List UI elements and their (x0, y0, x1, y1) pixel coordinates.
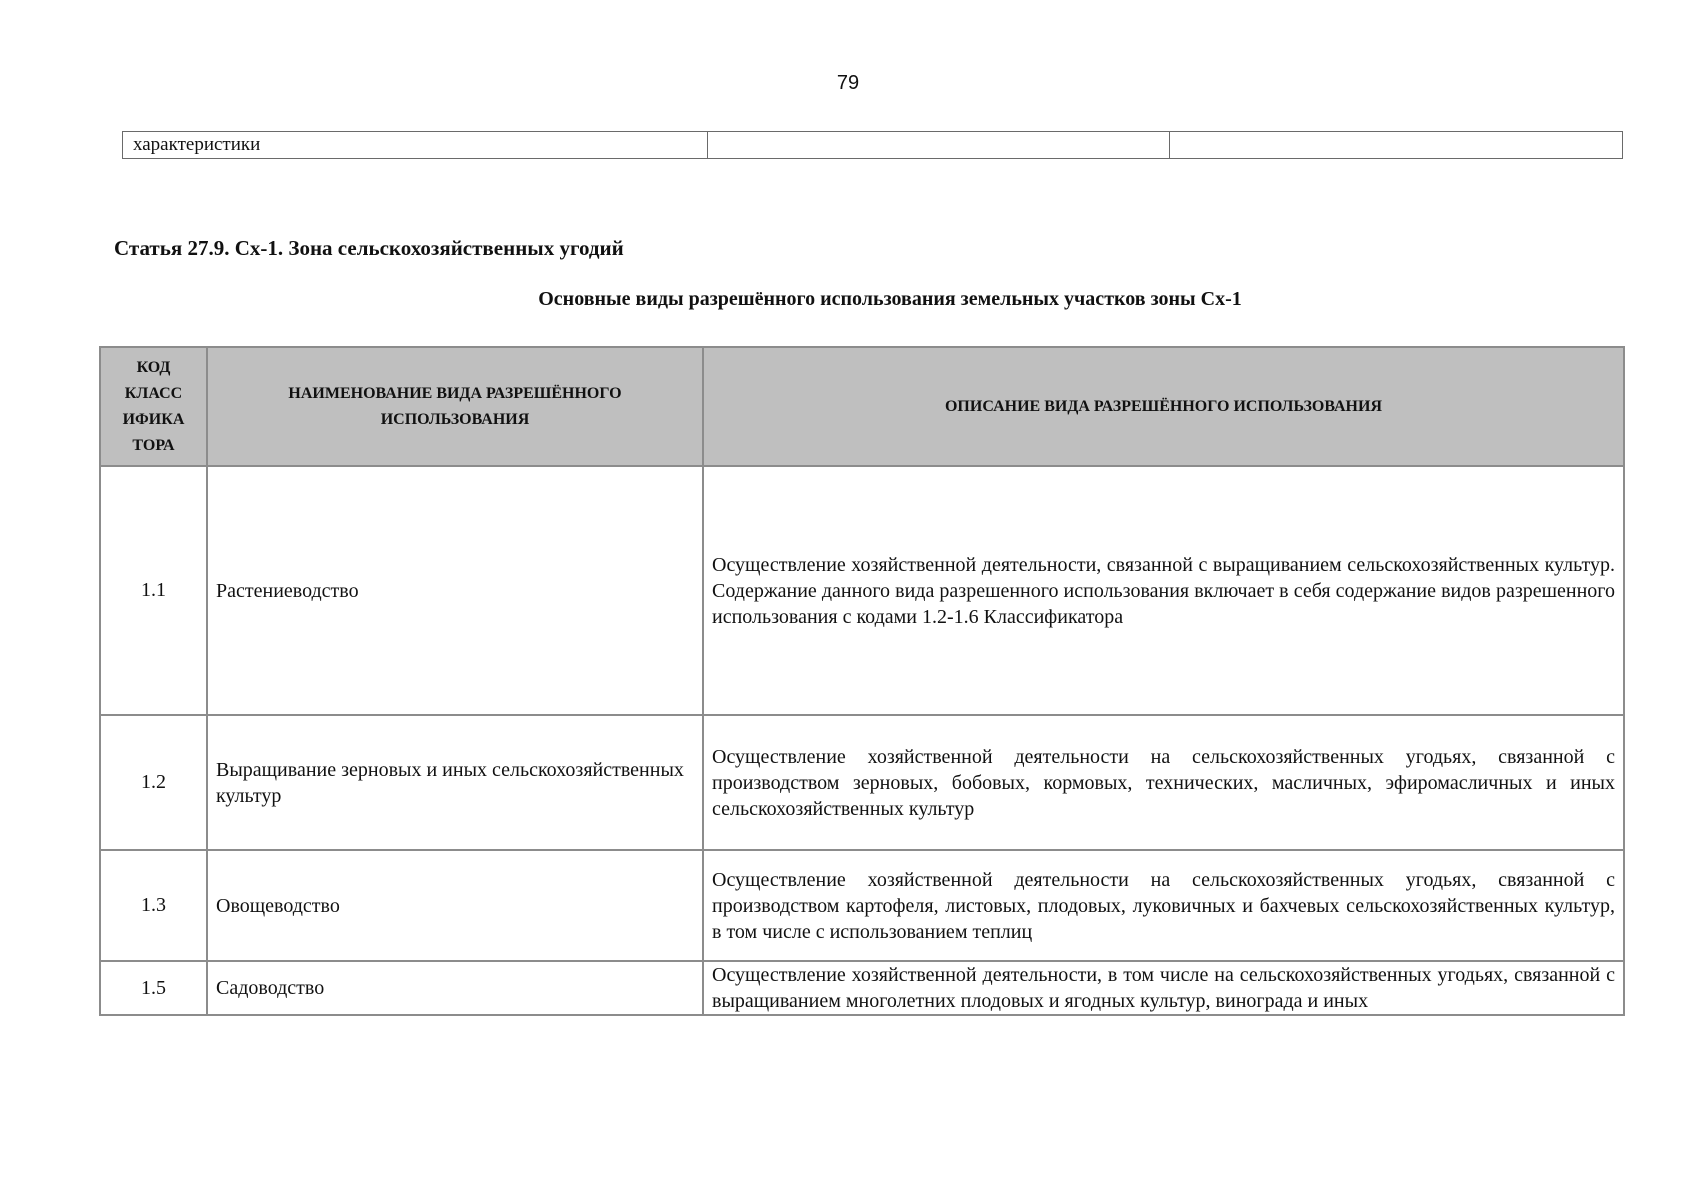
table-row (100, 715, 1624, 850)
row-code: 1.2 (100, 715, 207, 850)
article-title: Статья 27.9. Сх-1. Зона сельскохозяйственных угодий (114, 236, 624, 260)
header-code-line: КЛАСС (124, 384, 183, 402)
table-cell: характеристики (123, 132, 708, 159)
table-row (100, 850, 1624, 961)
header-code-line: ИФИКА (122, 410, 185, 428)
row-name: Выращивание зерновых и иных сельскохозяйственных культур (207, 715, 703, 850)
row-description: Осуществление хозяйственной деятельности на сельскохозяйственных угодьях, связанной с производством картофеля, листовых, плодовых, луковичных и бахчевых сельскохозяйственных культур, в том числе с использованием теплиц (703, 850, 1624, 961)
table-caption: Основные виды разрешённого использования земельных участков зоны Сх-1 (538, 288, 1242, 310)
row-code: 1.1 (100, 466, 207, 715)
row-code: 1.3 (100, 850, 207, 961)
row-code: 1.5 (100, 961, 207, 1015)
header-description: ОПИСАНИЕ ВИДА РАЗРЕШЁННОГО ИСПОЛЬЗОВАНИЯ (703, 347, 1624, 466)
table-cell (708, 132, 1170, 159)
page-number: 79 (836, 72, 860, 94)
row-name: Садоводство (207, 961, 703, 1015)
header-name-line: ИСПОЛЬЗОВАНИЯ (380, 410, 530, 428)
row-name: Овощеводство (207, 850, 703, 961)
table-row (100, 466, 1624, 715)
row-name: Растениеводство (207, 466, 703, 715)
table-cell (1170, 132, 1623, 159)
header-name (207, 347, 703, 466)
table-row (100, 961, 1624, 1015)
header-code-line: ТОРА (132, 436, 175, 454)
header-name-line: НАИМЕНОВАНИЕ ВИДА РАЗРЕШЁННОГО (288, 384, 622, 402)
row-description: Осуществление хозяйственной деятельности, в том числе на сельскохозяйственных угодьях, связанной с выращиванием многолетних плодовых и ягодных культур, винограда и иных (712, 964, 1615, 1012)
header-code-line: КОД (136, 358, 171, 376)
header-code (100, 347, 207, 466)
row-description: Осуществление хозяйственной деятельности, связанной с выращиванием сельскохозяйственных культур. Содержание данного вида разрешенного использования включает в себя содержание видов разрешенного использования с кодами 1.2-1.6 Классификатора (703, 466, 1624, 715)
permitted-uses-table (99, 346, 1625, 1016)
row-description: Осуществление хозяйственной деятельности на сельскохозяйственных угодьях, связанной с производством зерновых, бобовых, кормовых, технических, масличных, эфиромасличных и иных сельскохозяйственных культур (703, 715, 1624, 850)
table-header-row (100, 347, 1624, 466)
carry-over-table (122, 131, 1623, 159)
table-row (123, 132, 1623, 159)
row-description-cell (703, 961, 1624, 1015)
